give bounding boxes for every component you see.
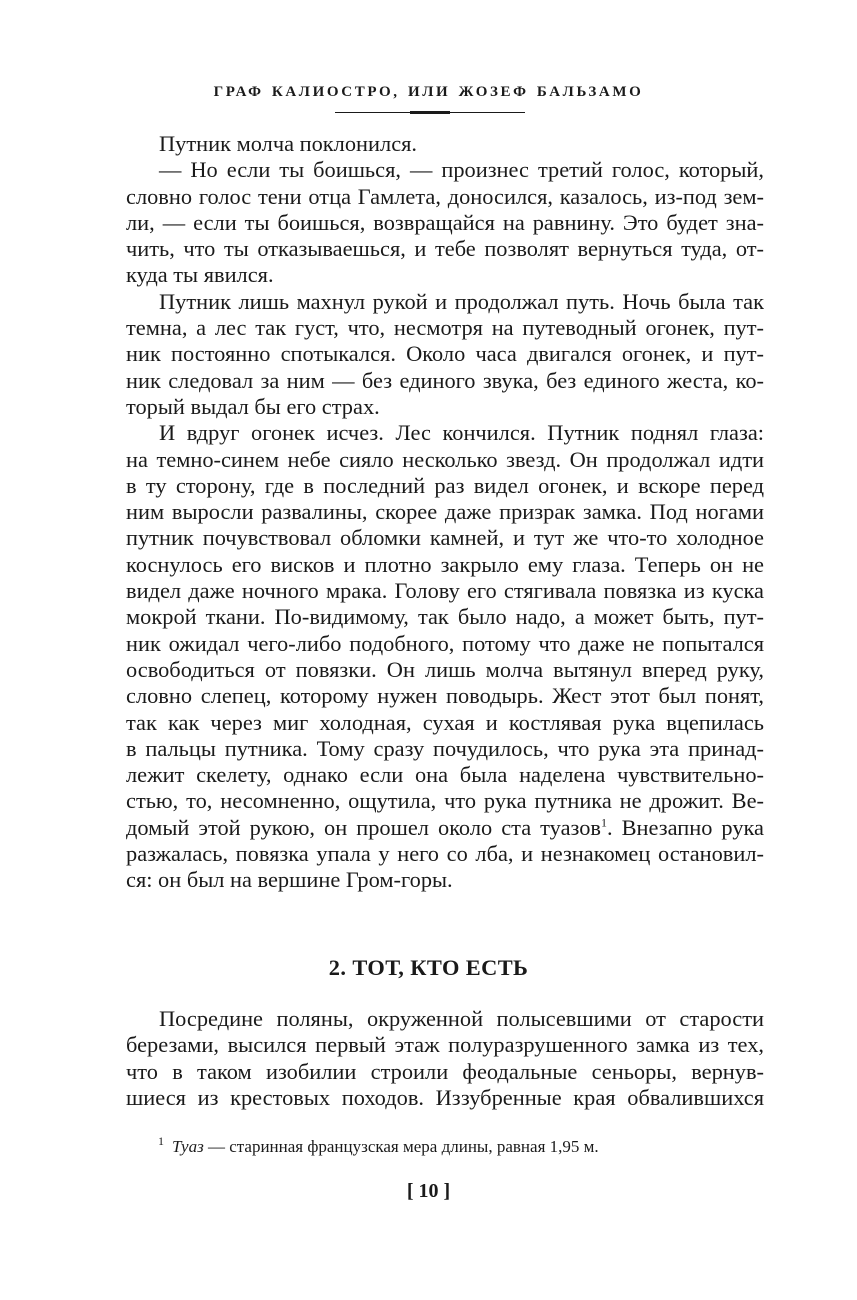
text-line: в пальцы путника. Тому сразу почудилось, что рука эта принад- [126,735,764,761]
text-fragment: домый этой рукою, он прошел около ста туазов [126,814,601,840]
footnote [158,1136,758,1158]
footnote-term: Туаз [172,1137,204,1156]
text-line: стью, то, несомненно, ощутила, что рука путника не дрожит. Ве- [126,788,764,814]
text-line: на темно-синем небе сияло несколько звезд. Он продолжал идти [126,446,764,472]
chapter-text [126,1006,764,1111]
text-line: словно слепец, которому нужен поводырь. Жест этот был понят, [126,683,764,709]
text-line: — Но если ты боишься, — произнес третий голос, который, [159,157,764,183]
text-line: И вдруг огонек исчез. Лес кончился. Путник поднял глаза: [159,420,764,446]
text-line: чить, что ты отказываешься, и тебе позволят вернуться туда, от- [126,236,764,262]
text-line: освободиться от повязки. Он лишь молча вытянул вперед руку, [126,656,764,682]
text-line: видел даже ночного мрака. Голову его стягивала повязка из куска [126,578,764,604]
text-line: темна, а лес так густ, что, несмотря на путеводный огонек, пут- [126,315,764,341]
text-line: коснулось его висков и плотно закрыло ему глаза. Теперь он не [126,551,764,577]
text-line: так как через миг холодная, сухая и костлявая рука вцепилась [126,709,764,735]
text-line: разжалась, повязка упала у него со лба, и незнакомец остановил- [126,841,764,867]
text-line: словно голос тени отца Гамлета, доносился, казалось, из-под зем- [126,183,764,209]
text-fragment: . Внезапно рука [607,814,764,840]
chapter-title: 2. ТОТ, КТО ЕСТЬ [328,955,529,980]
text-line: в ту сторону, где в последний раз видел огонек, и вскоре перед [126,472,764,498]
text-line: куда ты явился. [126,262,274,288]
text-line: мокрой ткани. По-видимому, так было надо, а может быть, пут- [126,604,764,630]
page-number: [ 10 ] [406,1180,451,1202]
text-line: путник почувствовал обломки камней, и тут же что-то холодное [126,525,764,551]
text-line: что в таком изобилии строили феодальные сеньоры, вернув- [126,1058,764,1084]
text-line: шиеся из крестовых походов. Иззубренные края обвалившихся [126,1084,764,1110]
text-line: березами, высился первый этаж полуразрушенного замка из тех, [126,1032,764,1058]
text-line: ним выросли развалины, скорее даже призрак замка. Под ногами [126,499,764,525]
text-line: Путник лишь махнул рукой и продолжал путь. Ночь была так [159,288,764,314]
text-line: ся: он был на вершине Гром-горы. [126,867,453,893]
text-line: ли, — если ты боишься, возвращайся на равнину. Это будет зна- [126,209,764,235]
footnote-reference[interactable]: 1 [601,815,607,830]
body-text [126,131,764,894]
text-line: торый выдал бы его страх. [126,393,380,419]
text-line-with-footnote [126,815,764,841]
text-line: Посредине поляны, окруженной полысевшими от старости [159,1006,764,1031]
text-line: Путник молча поклонился. [159,131,418,156]
running-head-rule-accent [410,111,450,114]
running-head: ГРАФ КАЛИОСТРО, ИЛИ ЖОЗЕФ БАЛЬЗАМО [213,84,644,100]
text-line: ник ожидал чего-либо подобного, потому что даже не попытался [126,630,764,656]
footnote-text: — старинная французская мера длины, равная 1,95 м. [203,1137,599,1156]
footnote-number: 1 [158,1134,164,1149]
text-line: лежит скелету, однако если она была наделена чувствительно- [126,762,764,788]
text-line: ник постоянно спотыкался. Около часа двигался огонек, и пут- [126,341,764,367]
text-line: ник следовал за ним — без единого звука, без единого жеста, ко- [126,367,764,393]
